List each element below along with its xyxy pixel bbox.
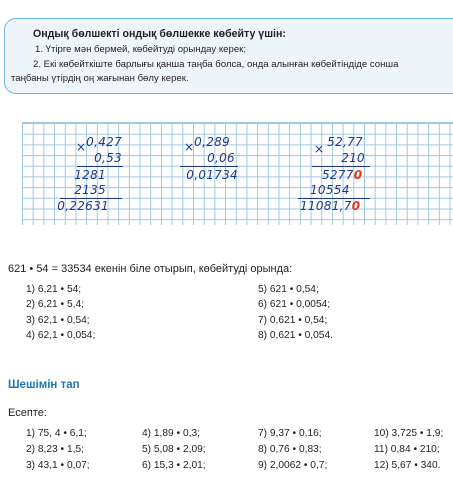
task2-item-10: 10) 3,725 • 1,9;	[374, 428, 444, 439]
task2-prompt: Есепте:	[8, 407, 47, 419]
example3-factor-a: 52,77	[327, 135, 363, 149]
example3-result-crossed-zero: 0	[351, 199, 361, 213]
task2-item-4: 4) 1,89 • 0,3;	[142, 428, 200, 439]
grid-worksheet	[22, 122, 453, 225]
example2-factor-b: 0,06	[207, 151, 235, 165]
task1-item-2: 2) 6,21 • 5,4;	[26, 299, 84, 310]
example2-line-1	[180, 166, 238, 167]
example1-factor-b: 0,53	[94, 151, 122, 165]
example1-line-1	[77, 166, 123, 167]
task1-item-3: 3) 62,1 • 0,54;	[26, 315, 90, 326]
example3-multiply-sign: ×	[314, 142, 325, 156]
example1-partial-1: 1281	[74, 168, 106, 182]
task2-item-5: 5) 5,08 • 2,09;	[142, 444, 206, 455]
example1-partial-2: 2135	[74, 183, 106, 197]
example3-result	[300, 200, 360, 212]
example2-multiply-sign: ×	[184, 140, 195, 154]
task2-item-8: 8) 0,76 • 0,83;	[258, 444, 322, 455]
task1-prompt: 621 • 54 = 33534 екенін біле отырып, көбейтуді орында:	[8, 263, 293, 275]
task1-item-8: 8) 0,621 • 0,054.	[258, 330, 333, 341]
task1-item-7: 7) 0,621 • 0,54;	[258, 315, 328, 326]
example2-result: 0,01734	[186, 168, 238, 182]
task2-item-12: 12) 5,67 • 340.	[374, 460, 441, 471]
task2-item-3: 3) 43,1 • 0,07;	[26, 460, 90, 471]
rule-step-1: 1. Үтірге мән бермей, көбейтуді орындау керек;	[35, 44, 247, 55]
task2-item-7: 7) 9,37 • 0,16;	[258, 428, 322, 439]
example3-factor-b: 210	[341, 151, 365, 165]
example3-partial-1-crossed-zero: 0	[353, 168, 363, 182]
task2-item-9: 9) 2,0062 • 0,7;	[258, 460, 328, 471]
example2-factor-a: 0,289	[194, 135, 230, 149]
task1-item-5: 5) 621 • 0,54;	[258, 284, 319, 295]
task2-item-6: 6) 15,3 • 2,01;	[142, 460, 206, 471]
section-title: Шешімін тап	[8, 379, 80, 391]
example3-result-digits: 11081,7	[300, 199, 352, 213]
task2-item-1: 1) 75, 4 • 6,1;	[26, 428, 87, 439]
example1-factor-a: 0,427	[86, 135, 122, 149]
task1-item-6: 6) 621 • 0,0054;	[258, 299, 331, 310]
example1-result: 0,22631	[57, 199, 109, 213]
example1-multiply-sign: ×	[76, 140, 87, 154]
example3-partial-1-digits: 5277	[322, 168, 354, 182]
task1-item-4: 4) 62,1 • 0,054;	[26, 330, 96, 341]
task1-item-1: 1) 6,21 • 54;	[26, 284, 82, 295]
task2-item-2: 2) 8,23 • 1,5;	[26, 444, 84, 455]
example3-line-1	[312, 166, 370, 167]
task2-item-11: 11) 0,84 • 210;	[374, 444, 440, 455]
rule-step-2-continued: таңбаны үтірдің оң жағынан бөлу керек.	[11, 73, 189, 84]
example3-partial-1	[322, 169, 362, 181]
rule-step-2: 2. Екі көбейткіште барлығы қанша таңба болса, онда алынған көбейтіндіде сонша	[33, 59, 399, 70]
rule-title: Ондық бөлшекті ондық бөлшекке көбейту үшін:	[33, 28, 286, 40]
example3-partial-2: 10554	[310, 183, 350, 197]
